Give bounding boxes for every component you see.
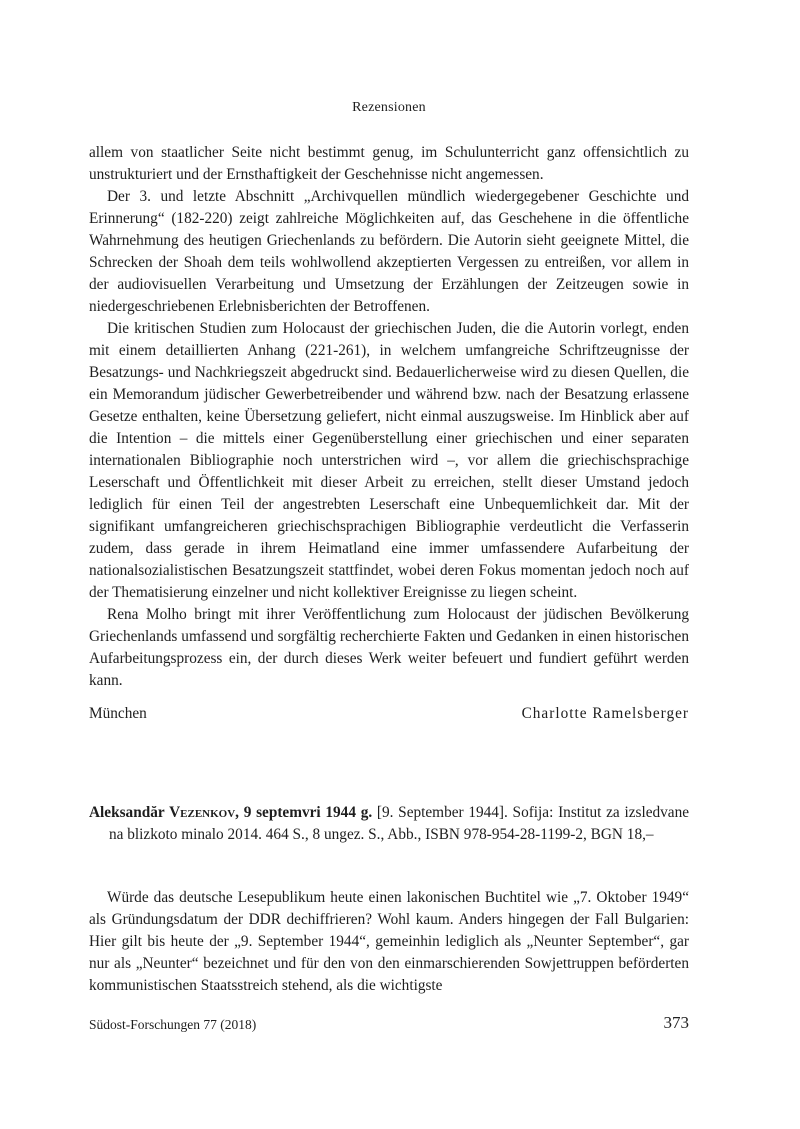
page-number: 373 — [663, 1013, 689, 1032]
reviewer-name: Charlotte Ramelsberger — [521, 705, 689, 722]
paragraph: allem von staatlicher Seite nicht bestimmt genug, im Schulunterricht ganz offensichtlich zu unstrukturiert und der Ernsthaftigkeit der Geschehnisse nicht angemessen. — [89, 144, 689, 183]
signature-place: München — [89, 705, 147, 722]
book-author-first: Aleksandăr — [89, 804, 170, 821]
bibliographic-entry — [89, 802, 689, 846]
document-page — [89, 0, 689, 1129]
page-footer — [89, 1013, 689, 1039]
paragraph: Die kritischen Studien zum Holocaust der griechischen Juden, die die Autorin vorlegt, enden mit einem detaillierten Anhang (221-261), in welchem umfangreiche Schriftzeugnisse der Besatzungs- und Nachkriegszeit abgedruckt sind. Bedauerlicherweise wird zu diesen Quellen, die ein Memorandum jüdischer Gewerbetreibender und während bzw. nach der Besatzung erlassene Gesetze enthalten, keine Übersetzung geliefert, nicht einmal auszugsweise. Im Hinblick aber auf die Intention – die mittels einer Gegenüberstellung einer griechischen und einer separaten internationalen Bibliographie noch unterstrichen wird –, vor allem die griechischsprachige Leserschaft und Öffentlichkeit mit dieser Arbeit zu erreichen, stellt dieser Umstand jedoch lediglich für einen Teil der angestrebten Leserschaft eine Unbequemlichkeit dar. Mit der signifikant umfangreicheren griechischsprachigen Bibliographie verdeutlicht die Verfasserin zudem, dass gerade in ihrem Heimatland eine immer umfassendere Aufarbeitung der nationalsozialistischen Besatzungszeit stattfindet, wobei deren Fokus momentan jedoch noch auf der Thematisierung einzelner und nicht kollektiver Ereignisse zu liegen scheint. — [89, 320, 689, 601]
book-author-last: Vezenkov — [169, 804, 236, 821]
paragraph: Würde das deutsche Lesepublikum heute einen lakonischen Buchtitel wie „7. Oktober 1949“ als Gründungsdatum der DDR dechiffrieren? Wohl kaum. Anders hingegen der Fall Bulgarien: Hier gilt bis heute der „9. September 1944“, gemeinhin lediglich als „Neunter September“, gar nur als „Neunter“ bezeichnet und für den von den einmarschierenden Sowjettruppen beförderten kommunistischen Staatsstreich stehend, als die wichtigste — [89, 889, 689, 994]
book-title: , 9 septemvri 1944 g. — [235, 804, 373, 821]
paragraph: Rena Molho bringt mit ihrer Veröffentlichung zum Holocaust der jüdischen Bevölkerung Griechenlands umfassend und sorgfältig recherchierte Fakten und Gedanken in einen historischen Aufarbeitungsprozess ein, der durch dieses Werk weiter befeuert und fundiert geführt werden kann. — [89, 606, 689, 689]
book-details: [9. September 1944]. Sofija: Institut za izsledvane na blizkoto minalo 2014. 464 S., 8 ungez. S., Abb., ISBN 978-954-28-1199-2, BGN 18,– — [109, 804, 690, 843]
journal-citation: Südost-Forschungen 77 (2018) — [89, 1017, 257, 1032]
paragraph: Der 3. und letzte Abschnitt „Archivquellen mündlich wiedergegebener Geschichte und Erinnerung“ (182-220) zeigt zahlreiche Möglichkeiten auf, das Geschehene in die öffentliche Wahrnehmung des heutigen Griechenlands zu befördern. Die Autorin sieht geeignete Mittel, die Schrecken der Shoah dem teils wohlwollend akzeptierten Vergessen zu entreißen, vor allem in der audiovisuellen Verarbeitung und Umsetzung der Erzählungen der Zeitzeugen sowie in niedergeschriebenen Erlebnisberichten der Betroffenen. — [89, 188, 689, 315]
review-body — [89, 142, 689, 692]
review-signature — [89, 703, 689, 725]
running-title: Rezensionen — [352, 100, 426, 115]
review-body — [89, 887, 689, 997]
